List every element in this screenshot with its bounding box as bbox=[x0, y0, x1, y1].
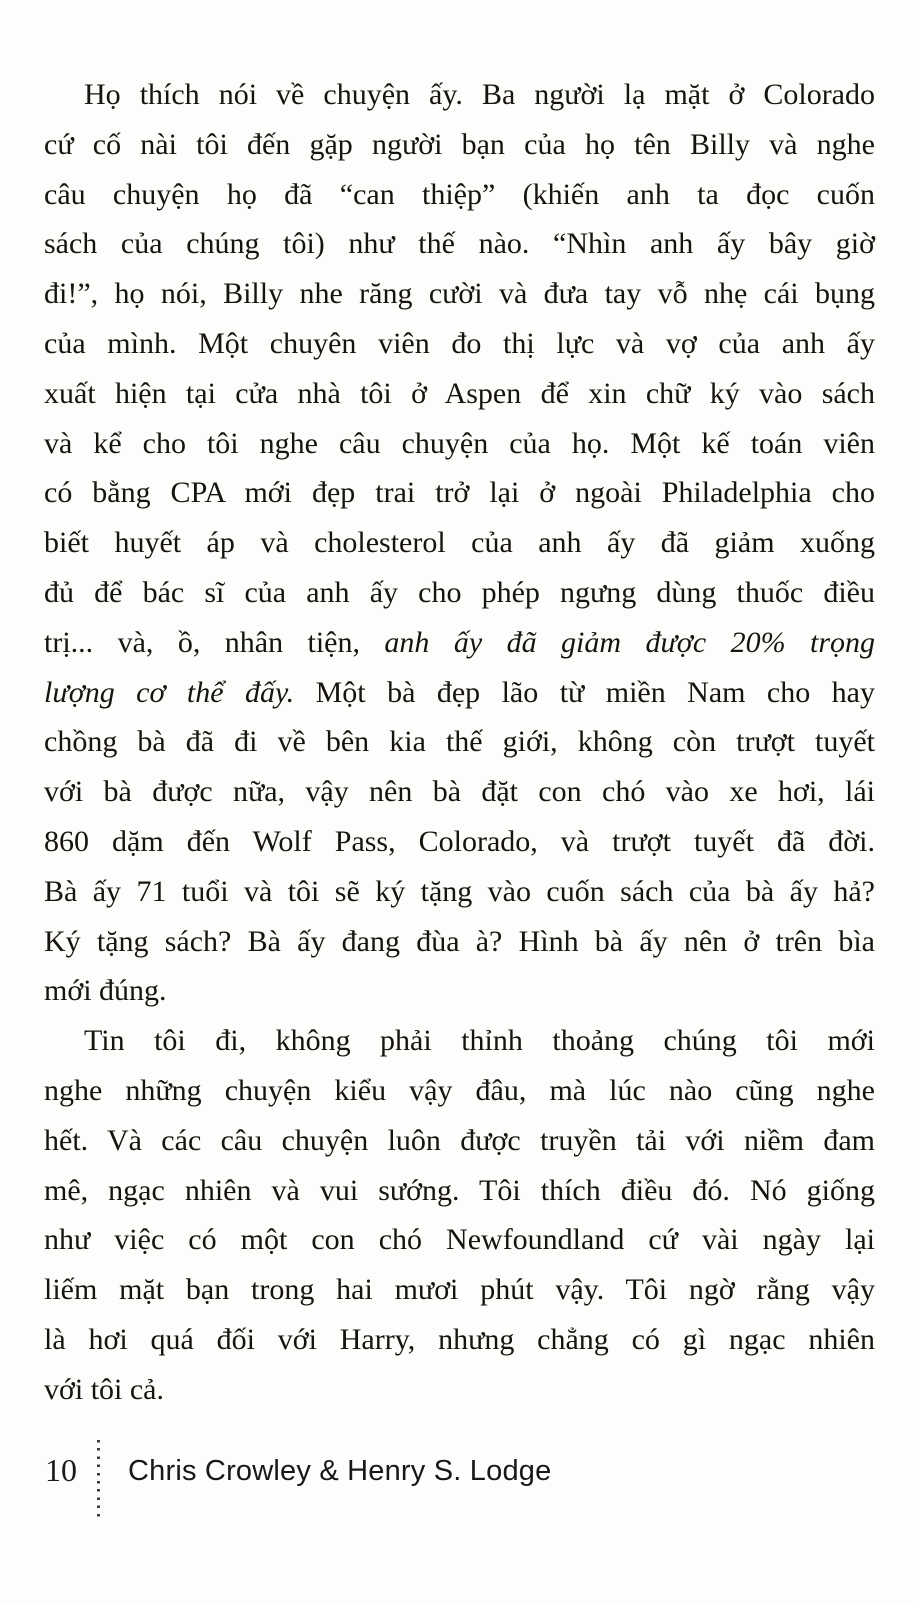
text-line bbox=[44, 917, 875, 967]
text-line bbox=[44, 70, 875, 120]
text-line bbox=[44, 269, 875, 319]
text-line bbox=[44, 319, 875, 369]
text-line bbox=[44, 1016, 875, 1066]
text-line bbox=[44, 1116, 875, 1166]
footer-dotted-divider bbox=[97, 1440, 100, 1518]
body-text-block bbox=[44, 70, 875, 1415]
body-text: đủ để bác sĩ của anh ấy cho phép ngưng dùng thuốc điều bbox=[44, 575, 875, 609]
text-line bbox=[44, 717, 875, 767]
body-text: Ký tặng sách? Bà ấy đang đùa à? Hình bà ấy nên ở trên bìa bbox=[44, 924, 875, 958]
body-text: mê, ngạc nhiên và vui sướng. Tôi thích điều đó. Nó giống bbox=[44, 1173, 875, 1207]
body-text: và kể cho tôi nghe câu chuyện của họ. Một kế toán viên bbox=[44, 426, 875, 460]
running-title: Chris Crowley & Henry S. Lodge bbox=[128, 1455, 552, 1487]
body-text: nghe những chuyện kiểu vậy đâu, mà lúc nào cũng nghe bbox=[44, 1073, 875, 1107]
text-line bbox=[44, 1166, 875, 1216]
page-number: 10 bbox=[45, 1452, 77, 1488]
text-line bbox=[44, 1365, 875, 1415]
body-text: mới đúng. bbox=[44, 974, 167, 1008]
body-text: chồng bà đã đi về bên kia thế giới, không còn trượt tuyết bbox=[44, 725, 875, 759]
text-line bbox=[44, 468, 875, 518]
body-text: trị... và, ồ, nhân tiện, bbox=[44, 625, 385, 659]
body-text: cứ cố nài tôi đến gặp người bạn của họ tên Billy và nghe bbox=[44, 127, 875, 161]
text-line bbox=[44, 568, 875, 618]
body-text: có bằng CPA mới đẹp trai trở lại ở ngoài Philadelphia cho bbox=[44, 476, 875, 510]
body-text: Tin tôi đi, không phải thỉnh thoảng chúng tôi mới bbox=[84, 1024, 875, 1058]
body-text: liếm mặt bạn trong hai mươi phút vậy. Tôi ngờ rằng vậy bbox=[44, 1273, 875, 1307]
emphasized-text: anh ấy đã giảm được 20% trọng bbox=[384, 625, 875, 659]
text-line bbox=[44, 867, 875, 917]
text-line bbox=[44, 966, 875, 1016]
text-line bbox=[44, 170, 875, 220]
text-line bbox=[44, 1265, 875, 1315]
text-line bbox=[44, 518, 875, 568]
body-text: xuất hiện tại cửa nhà tôi ở Aspen để xin chữ ký vào sách bbox=[44, 376, 875, 410]
body-text: Họ thích nói về chuyện ấy. Ba người lạ mặt ở Colorado bbox=[84, 78, 875, 111]
text-line bbox=[44, 219, 875, 269]
text-line bbox=[44, 369, 875, 419]
text-line bbox=[44, 668, 875, 718]
body-text: Một bà đẹp lão từ miền Nam cho hay bbox=[294, 675, 875, 709]
text-line bbox=[44, 1315, 875, 1365]
text-line bbox=[44, 817, 875, 867]
body-text: sách của chúng tôi) như thế nào. “Nhìn anh ấy bây giờ bbox=[44, 227, 875, 261]
body-text: với bà được nữa, vậy nên bà đặt con chó vào xe hơi, lái bbox=[44, 775, 875, 809]
emphasized-text: lượng cơ thể đấy. bbox=[44, 675, 295, 709]
body-text: hết. Và các câu chuyện luôn được truyền tải với niềm đam bbox=[44, 1123, 875, 1157]
text-line bbox=[44, 120, 875, 170]
body-text: là hơi quá đối với Harry, nhưng chẳng có gì ngạc nhiên bbox=[44, 1322, 875, 1356]
body-text: với tôi cả. bbox=[44, 1372, 164, 1406]
body-text: của mình. Một chuyên viên đo thị lực và vợ của anh ấy bbox=[44, 326, 875, 360]
body-text: câu chuyện họ đã “can thiệp” (khiến anh ta đọc cuốn bbox=[44, 177, 875, 211]
body-text: đi!”, họ nói, Billy nhe răng cười và đưa tay vỗ nhẹ cái bụng bbox=[44, 277, 875, 311]
text-line bbox=[44, 767, 875, 817]
body-text: biết huyết áp và cholesterol của anh ấy đã giảm xuống bbox=[44, 526, 875, 560]
body-text: như việc có một con chó Newfoundland cứ vài ngày lại bbox=[44, 1223, 875, 1257]
text-line bbox=[44, 419, 875, 469]
body-text: 860 dặm đến Wolf Pass, Colorado, và trượt tuyết đã đời. bbox=[44, 824, 875, 858]
text-line bbox=[44, 1066, 875, 1116]
text-line bbox=[44, 618, 875, 668]
text-line bbox=[44, 1215, 875, 1265]
body-text: Bà ấy 71 tuổi và tôi sẽ ký tặng vào cuốn sách của bà ấy hả? bbox=[44, 874, 875, 908]
